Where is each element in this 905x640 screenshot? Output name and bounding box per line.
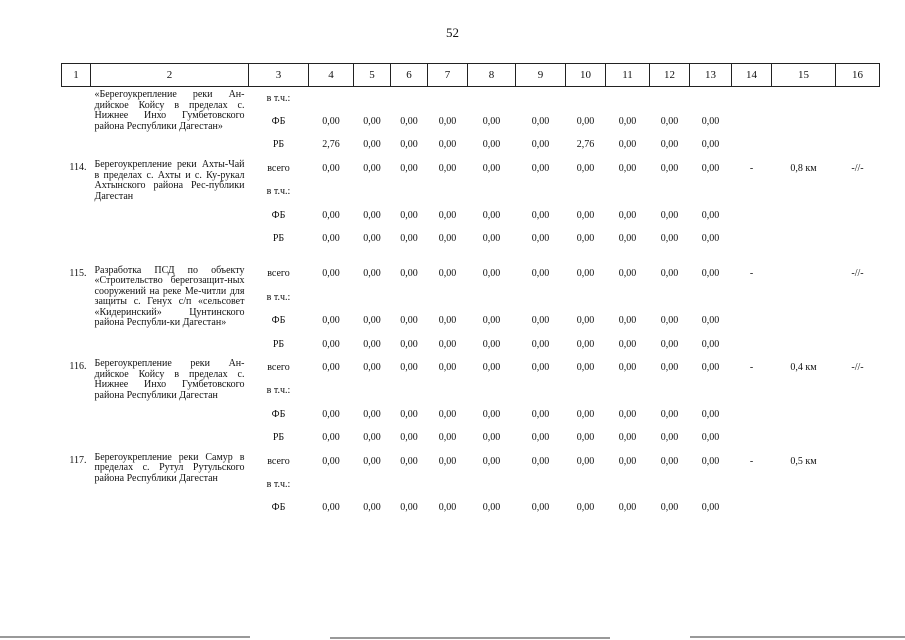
item-number: 116. <box>69 361 87 373</box>
value-cell: 0,00 <box>322 361 340 373</box>
value-cell: 0,00 <box>660 139 679 151</box>
value-cell <box>566 380 606 403</box>
value-cell <box>690 87 732 111</box>
capacity-cell: 0,5 км <box>790 455 817 467</box>
value-cell: 0,00 <box>701 502 720 514</box>
value-cell: 0,00 <box>400 361 418 373</box>
value-cell <box>606 473 650 496</box>
value-cell: 0,00 <box>701 315 720 327</box>
value-cell: 0,00 <box>531 338 550 350</box>
value-cell: 0,00 <box>482 455 501 467</box>
value-cell: 0,00 <box>618 116 637 128</box>
value-cell: 0,00 <box>576 162 595 174</box>
empty-cell <box>732 310 772 333</box>
value-cell: 0,00 <box>576 502 595 514</box>
value-cell: 0,00 <box>400 338 418 350</box>
table-row <box>62 356 880 379</box>
table-body <box>62 87 880 521</box>
value-cell: 0,00 <box>660 233 679 245</box>
value-cell: 0,00 <box>438 209 457 221</box>
value-cell: 0,00 <box>482 162 501 174</box>
value-cell: 0,00 <box>660 502 679 514</box>
value-cell <box>468 181 516 204</box>
col-header: 8 <box>468 64 516 87</box>
empty-cell <box>732 286 772 309</box>
empty-cell <box>772 380 836 403</box>
value-cell: 0,00 <box>618 432 637 444</box>
empty-cell <box>836 403 880 426</box>
funding-type: всего <box>267 162 290 174</box>
value-cell: 0,00 <box>363 432 381 444</box>
value-cell: 0,00 <box>701 408 720 420</box>
capacity-cell: 0,4 км <box>790 361 817 373</box>
value-cell: 0,00 <box>438 455 457 467</box>
value-cell: 2,76 <box>576 139 595 151</box>
value-cell: 0,00 <box>322 268 340 280</box>
empty-cell <box>732 181 772 204</box>
funding-type: в т.ч.: <box>266 92 291 104</box>
empty-cell <box>772 110 836 133</box>
value-cell: 0,00 <box>660 268 679 280</box>
table-row <box>62 157 880 180</box>
value-cell: 0,00 <box>576 408 595 420</box>
col-header: 16 <box>836 64 880 87</box>
empty-cell <box>836 333 880 356</box>
empty-cell <box>772 426 836 449</box>
value-cell: 0,00 <box>363 139 381 151</box>
value-cell: 0,00 <box>363 116 381 128</box>
value-cell <box>391 286 428 309</box>
value-cell <box>650 286 690 309</box>
funding-type: РБ <box>272 338 285 350</box>
value-cell: 0,00 <box>438 408 457 420</box>
value-cell: 0,00 <box>322 432 340 444</box>
value-cell: 0,00 <box>701 338 720 350</box>
value-cell: 0,00 <box>660 162 679 174</box>
value-cell: 0,00 <box>322 315 340 327</box>
value-cell: 0,00 <box>660 116 679 128</box>
item-number: 115. <box>69 267 87 279</box>
value-cell: 0,00 <box>438 361 457 373</box>
value-cell <box>428 286 468 309</box>
page-number: 52 <box>446 25 459 40</box>
value-cell <box>391 181 428 204</box>
value-cell: 0,00 <box>322 338 340 350</box>
value-cell: 0,00 <box>400 502 418 514</box>
value-cell: 0,00 <box>438 233 457 245</box>
col16-cell: -//- <box>851 268 864 280</box>
funding-type: в т.ч.: <box>266 478 291 490</box>
value-cell: 0,00 <box>400 233 418 245</box>
funding-type: ФБ <box>271 315 286 327</box>
col16-cell <box>836 87 880 111</box>
value-cell <box>606 87 650 111</box>
capacity-cell: 0,8 км <box>790 162 817 174</box>
value-cell: 0,00 <box>400 408 418 420</box>
item-description: Берегоукрепление реки Ан-дийское Койсу в пределах с. Нижнее Инхо Гумбетовского района Республики Дагестан <box>94 358 245 401</box>
value-cell: 0,00 <box>576 233 595 245</box>
value-cell: 0,00 <box>482 338 501 350</box>
col14-cell: - <box>749 162 754 174</box>
value-cell: 0,00 <box>618 408 637 420</box>
value-cell <box>606 286 650 309</box>
value-cell: 0,00 <box>660 361 679 373</box>
table-row <box>62 263 880 286</box>
capacity-cell <box>772 263 836 286</box>
spacer-row <box>62 251 880 263</box>
value-cell: 0,00 <box>531 116 550 128</box>
empty-cell <box>732 473 772 496</box>
value-cell: 0,00 <box>531 432 550 444</box>
value-cell: 0,00 <box>660 338 679 350</box>
value-cell <box>468 473 516 496</box>
value-cell <box>468 286 516 309</box>
empty-cell <box>772 134 836 157</box>
value-cell: 0,00 <box>701 233 720 245</box>
empty-cell <box>732 110 772 133</box>
value-cell: 0,00 <box>322 162 340 174</box>
empty-cell <box>836 286 880 309</box>
value-cell: 0,00 <box>482 408 501 420</box>
value-cell <box>650 380 690 403</box>
value-cell: 0,00 <box>660 408 679 420</box>
value-cell: 0,00 <box>618 502 637 514</box>
value-cell: 0,00 <box>363 233 381 245</box>
empty-cell <box>772 403 836 426</box>
value-cell <box>690 380 732 403</box>
value-cell <box>354 181 391 204</box>
value-cell: 0,00 <box>322 116 340 128</box>
value-cell <box>606 380 650 403</box>
value-cell: 0,00 <box>618 233 637 245</box>
col14-cell <box>732 87 772 111</box>
value-cell: 0,00 <box>531 233 550 245</box>
value-cell: 0,00 <box>438 162 457 174</box>
value-cell <box>309 286 354 309</box>
value-cell: 0,00 <box>400 209 418 221</box>
empty-cell <box>836 497 880 520</box>
value-cell <box>566 181 606 204</box>
value-cell: 0,00 <box>531 455 550 467</box>
value-cell: 0,00 <box>660 209 679 221</box>
value-cell: 0,00 <box>576 116 595 128</box>
empty-cell <box>836 204 880 227</box>
value-cell: 0,00 <box>482 432 501 444</box>
col14-cell: - <box>749 268 754 280</box>
capacity-cell <box>772 87 836 111</box>
value-cell: 0,00 <box>438 116 457 128</box>
value-cell: 0,00 <box>438 432 457 444</box>
value-cell: 0,00 <box>363 315 381 327</box>
value-cell <box>354 87 391 111</box>
value-cell <box>566 286 606 309</box>
value-cell <box>309 380 354 403</box>
value-cell: 0,00 <box>701 268 720 280</box>
value-cell <box>354 473 391 496</box>
value-cell: 0,00 <box>438 139 457 151</box>
value-cell: 0,00 <box>482 116 501 128</box>
funding-type: в т.ч.: <box>266 291 291 303</box>
empty-cell <box>732 204 772 227</box>
funding-type: РБ <box>272 233 285 245</box>
value-cell <box>309 181 354 204</box>
value-cell: 0,00 <box>576 455 595 467</box>
value-cell: 0,00 <box>322 408 340 420</box>
value-cell: 0,00 <box>363 162 381 174</box>
item-description: Разработка ПСД по объекту «Строительство берегозащит-ных сооружений на реке Ме-читли для защиты с. Генух с/п «сельсовет «Кидеринский» Цунтинского района Республи-ки Дагестан» <box>94 264 245 329</box>
value-cell <box>566 87 606 111</box>
funding-type: ФБ <box>271 209 286 221</box>
funding-type: РБ <box>272 139 285 151</box>
value-cell <box>309 473 354 496</box>
value-cell <box>516 87 566 111</box>
empty-cell <box>732 380 772 403</box>
col-header: 15 <box>772 64 836 87</box>
value-cell: 0,00 <box>576 315 595 327</box>
value-cell: 0,00 <box>660 315 679 327</box>
value-cell: 0,00 <box>438 338 457 350</box>
value-cell: 0,00 <box>322 455 340 467</box>
value-cell: 0,00 <box>531 268 550 280</box>
empty-cell <box>772 204 836 227</box>
empty-cell <box>732 333 772 356</box>
value-cell: 2,76 <box>322 139 340 151</box>
item-number: 117. <box>69 454 87 466</box>
item-description: Берегоукрепление реки Самур в пределах с. Рутул Рутульского района Республики Дагестан <box>94 451 245 484</box>
value-cell: 0,00 <box>531 502 550 514</box>
value-cell <box>516 380 566 403</box>
col-header: 4 <box>309 64 354 87</box>
empty-cell <box>772 227 836 250</box>
empty-cell <box>772 181 836 204</box>
col-header: 11 <box>606 64 650 87</box>
value-cell: 0,00 <box>363 502 381 514</box>
empty-cell <box>732 426 772 449</box>
empty-cell <box>772 333 836 356</box>
value-cell: 0,00 <box>482 502 501 514</box>
value-cell <box>354 286 391 309</box>
funding-type: РБ <box>272 432 285 444</box>
value-cell: 0,00 <box>400 432 418 444</box>
col16-cell: -//- <box>851 162 864 174</box>
value-cell: 0,00 <box>400 315 418 327</box>
value-cell <box>650 473 690 496</box>
value-cell: 0,00 <box>701 162 720 174</box>
empty-cell <box>836 134 880 157</box>
value-cell <box>516 181 566 204</box>
empty-cell <box>772 286 836 309</box>
value-cell: 0,00 <box>400 116 418 128</box>
col-header: 3 <box>249 64 309 87</box>
header-row <box>62 64 880 87</box>
col-header: 14 <box>732 64 772 87</box>
value-cell: 0,00 <box>618 315 637 327</box>
value-cell: 0,00 <box>618 361 637 373</box>
item-description: Берегоукрепление реки Ахты-Чай в пределах с. Ахты и с. Ку-рукал Ахтынского района Рес-публики Дагестан <box>94 159 245 202</box>
value-cell: 0,00 <box>363 408 381 420</box>
funding-type: ФБ <box>271 116 286 128</box>
table-row <box>62 87 880 111</box>
col-header: 12 <box>650 64 690 87</box>
value-cell <box>566 473 606 496</box>
value-cell: 0,00 <box>482 139 501 151</box>
value-cell <box>690 473 732 496</box>
col16-cell <box>836 450 880 473</box>
value-cell: 0,00 <box>363 455 381 467</box>
item-number: 114. <box>69 162 87 174</box>
value-cell: 0,00 <box>701 361 720 373</box>
col-header: 2 <box>91 64 249 87</box>
funding-type: всего <box>267 455 290 467</box>
table-row <box>62 450 880 473</box>
col14-cell: - <box>749 361 754 373</box>
empty-cell <box>732 134 772 157</box>
budget-table <box>61 63 880 520</box>
funding-type: ФБ <box>271 408 286 420</box>
value-cell <box>309 87 354 111</box>
spacer-cell <box>62 251 880 263</box>
value-cell <box>468 87 516 111</box>
value-cell <box>428 181 468 204</box>
value-cell <box>516 286 566 309</box>
value-cell <box>650 87 690 111</box>
col-header: 10 <box>566 64 606 87</box>
value-cell: 0,00 <box>363 338 381 350</box>
value-cell <box>690 286 732 309</box>
col14-cell: - <box>749 455 754 467</box>
empty-cell <box>732 403 772 426</box>
value-cell: 0,00 <box>438 315 457 327</box>
value-cell: 0,00 <box>531 361 550 373</box>
value-cell: 0,00 <box>618 455 637 467</box>
item-number <box>62 87 91 158</box>
col-header: 1 <box>62 64 91 87</box>
empty-cell <box>772 310 836 333</box>
value-cell: 0,00 <box>618 268 637 280</box>
value-cell <box>354 380 391 403</box>
value-cell: 0,00 <box>660 455 679 467</box>
value-cell: 0,00 <box>576 209 595 221</box>
value-cell: 0,00 <box>531 315 550 327</box>
col-header: 7 <box>428 64 468 87</box>
value-cell: 0,00 <box>576 432 595 444</box>
value-cell: 0,00 <box>482 268 501 280</box>
funding-type: всего <box>267 361 290 373</box>
value-cell: 0,00 <box>701 116 720 128</box>
value-cell <box>428 87 468 111</box>
value-cell <box>391 380 428 403</box>
value-cell: 0,00 <box>618 209 637 221</box>
value-cell: 0,00 <box>531 408 550 420</box>
empty-cell <box>836 310 880 333</box>
col-header: 6 <box>391 64 428 87</box>
funding-type: в т.ч.: <box>266 385 291 397</box>
empty-cell <box>836 110 880 133</box>
value-cell: 0,00 <box>482 361 501 373</box>
value-cell <box>391 473 428 496</box>
value-cell: 0,00 <box>701 455 720 467</box>
empty-cell <box>836 426 880 449</box>
value-cell: 0,00 <box>400 162 418 174</box>
col-header: 9 <box>516 64 566 87</box>
value-cell: 0,00 <box>660 432 679 444</box>
value-cell <box>690 181 732 204</box>
value-cell: 0,00 <box>363 361 381 373</box>
funding-type: в т.ч.: <box>266 186 291 198</box>
value-cell <box>516 473 566 496</box>
value-cell: 0,00 <box>482 209 501 221</box>
value-cell: 0,00 <box>701 432 720 444</box>
col-header: 5 <box>354 64 391 87</box>
value-cell: 0,00 <box>531 139 550 151</box>
value-cell <box>606 181 650 204</box>
value-cell: 0,00 <box>400 139 418 151</box>
value-cell <box>468 380 516 403</box>
value-cell: 0,00 <box>618 139 637 151</box>
col16-cell: -//- <box>851 361 864 373</box>
value-cell: 0,00 <box>618 338 637 350</box>
value-cell: 0,00 <box>363 209 381 221</box>
col-header: 13 <box>690 64 732 87</box>
value-cell: 0,00 <box>576 268 595 280</box>
funding-type: ФБ <box>271 502 286 514</box>
value-cell <box>428 473 468 496</box>
value-cell: 0,00 <box>482 233 501 245</box>
empty-cell <box>836 473 880 496</box>
value-cell: 0,00 <box>482 315 501 327</box>
empty-cell <box>836 181 880 204</box>
value-cell: 0,00 <box>701 139 720 151</box>
empty-cell <box>772 497 836 520</box>
value-cell: 0,00 <box>576 338 595 350</box>
value-cell: 0,00 <box>576 361 595 373</box>
value-cell: 0,00 <box>701 209 720 221</box>
value-cell <box>650 181 690 204</box>
value-cell: 0,00 <box>531 209 550 221</box>
value-cell: 0,00 <box>531 162 550 174</box>
empty-cell <box>732 497 772 520</box>
empty-cell <box>836 227 880 250</box>
empty-cell <box>772 473 836 496</box>
value-cell: 0,00 <box>400 268 418 280</box>
item-description: «Берегоукрепление реки Ан-дийское Койсу в пределах с. Нижнее Инхо Гумбетовского района Республики Дагестан» <box>94 89 245 132</box>
value-cell: 0,00 <box>618 162 637 174</box>
empty-cell <box>836 380 880 403</box>
empty-cell <box>732 227 772 250</box>
value-cell: 0,00 <box>438 502 457 514</box>
value-cell <box>391 87 428 111</box>
value-cell: 0,00 <box>322 502 340 514</box>
value-cell: 0,00 <box>400 455 418 467</box>
value-cell: 0,00 <box>438 268 457 280</box>
value-cell: 0,00 <box>322 209 340 221</box>
value-cell <box>428 380 468 403</box>
funding-type: всего <box>267 268 290 280</box>
value-cell: 0,00 <box>363 268 381 280</box>
value-cell: 0,00 <box>322 233 340 245</box>
